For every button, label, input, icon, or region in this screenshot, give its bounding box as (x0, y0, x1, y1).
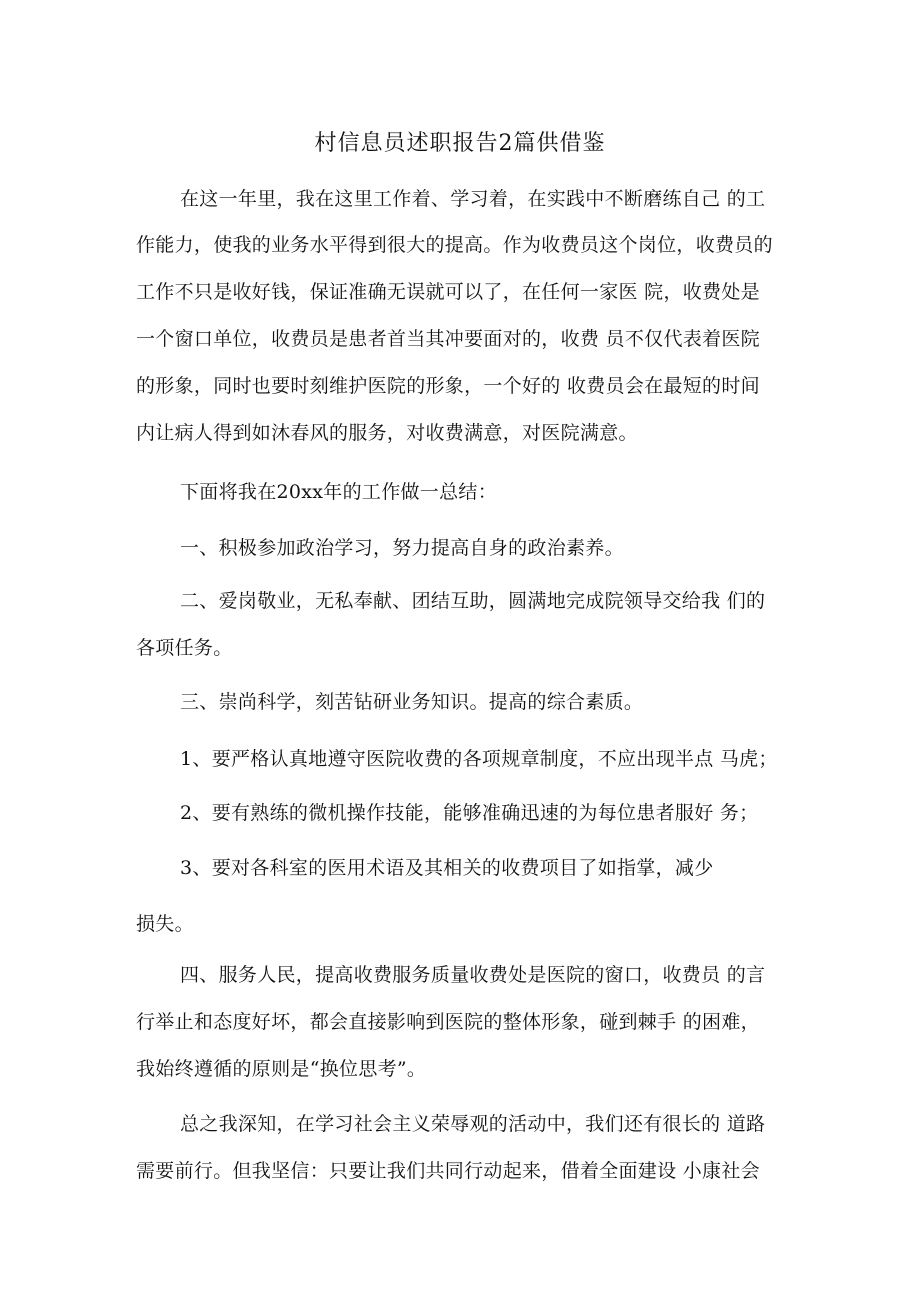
text-line: 行举止和态度好坏，都会直接影响到医院的整体形象，碰到棘手 的困难， (136, 1011, 760, 1033)
text-line: 3、要对各科室的医用术语及其相关的收费项目了如指掌，减少 (180, 857, 714, 879)
text-line: 内让病人得到如沐春风的服务，对收费满意，对医院满意。 (136, 422, 638, 444)
text-line: 在这一年里，我在这里工作着、学习着，在实践中不断磨练自己 的工 (180, 188, 766, 210)
text-line: 工作不只是收好钱，保证准确无误就可以了，在任何一家医 院，收费处是 (136, 281, 760, 303)
text-line: 二、爱岗敬业，无私奉献、团结互助，圆满地完成院领导交给我 们的 (180, 590, 766, 612)
text-line: 一、积极参加政治学习，努力提高自身的政治素养。 (180, 537, 624, 559)
text-line: 下面将我在20xx年的工作做一总结： (180, 481, 498, 503)
text-line: 2、要有熟练的微机操作技能，能够准确迅速的为每位患者服好 务； (180, 802, 759, 824)
text-line: 各项任务。 (136, 637, 233, 659)
text-line: 三、崇尚科学，刻苦钻研业务知识。提高的综合素质。 (180, 691, 644, 713)
document-title: 村信息员述职报告2篇供借鉴 (314, 131, 606, 156)
text-line: 需要前行。但我坚信：只要让我们共同行动起来，借着全面建设 小康社会 (136, 1160, 760, 1182)
text-line: 总之我深知，在学习社会主义荣辱观的活动中，我们还有很长的 道路 (180, 1113, 766, 1135)
text-line: 作能力，使我的业务水平得到很大的提高。作为收费员这个岗位，收费员的 (136, 234, 773, 256)
text-line: 一个窗口单位，收费员是患者首当其冲要面对的，收费 员不仅代表着医院 (136, 328, 760, 350)
text-line: 四、服务人民，提高收费服务质量收费处是医院的窗口，收费员 的言 (180, 964, 766, 986)
text-line: 的形象，同时也要时刻维护医院的形象，一个好的 收费员会在最短的时间 (136, 375, 760, 397)
text-line: 我始终遵循的原则是“换位思考”。 (136, 1058, 427, 1080)
text-line: 1、要严格认真地遵守医院收费的各项规章制度，不应出现半点 马虎； (180, 748, 778, 770)
text-line: 损失。 (136, 913, 194, 935)
